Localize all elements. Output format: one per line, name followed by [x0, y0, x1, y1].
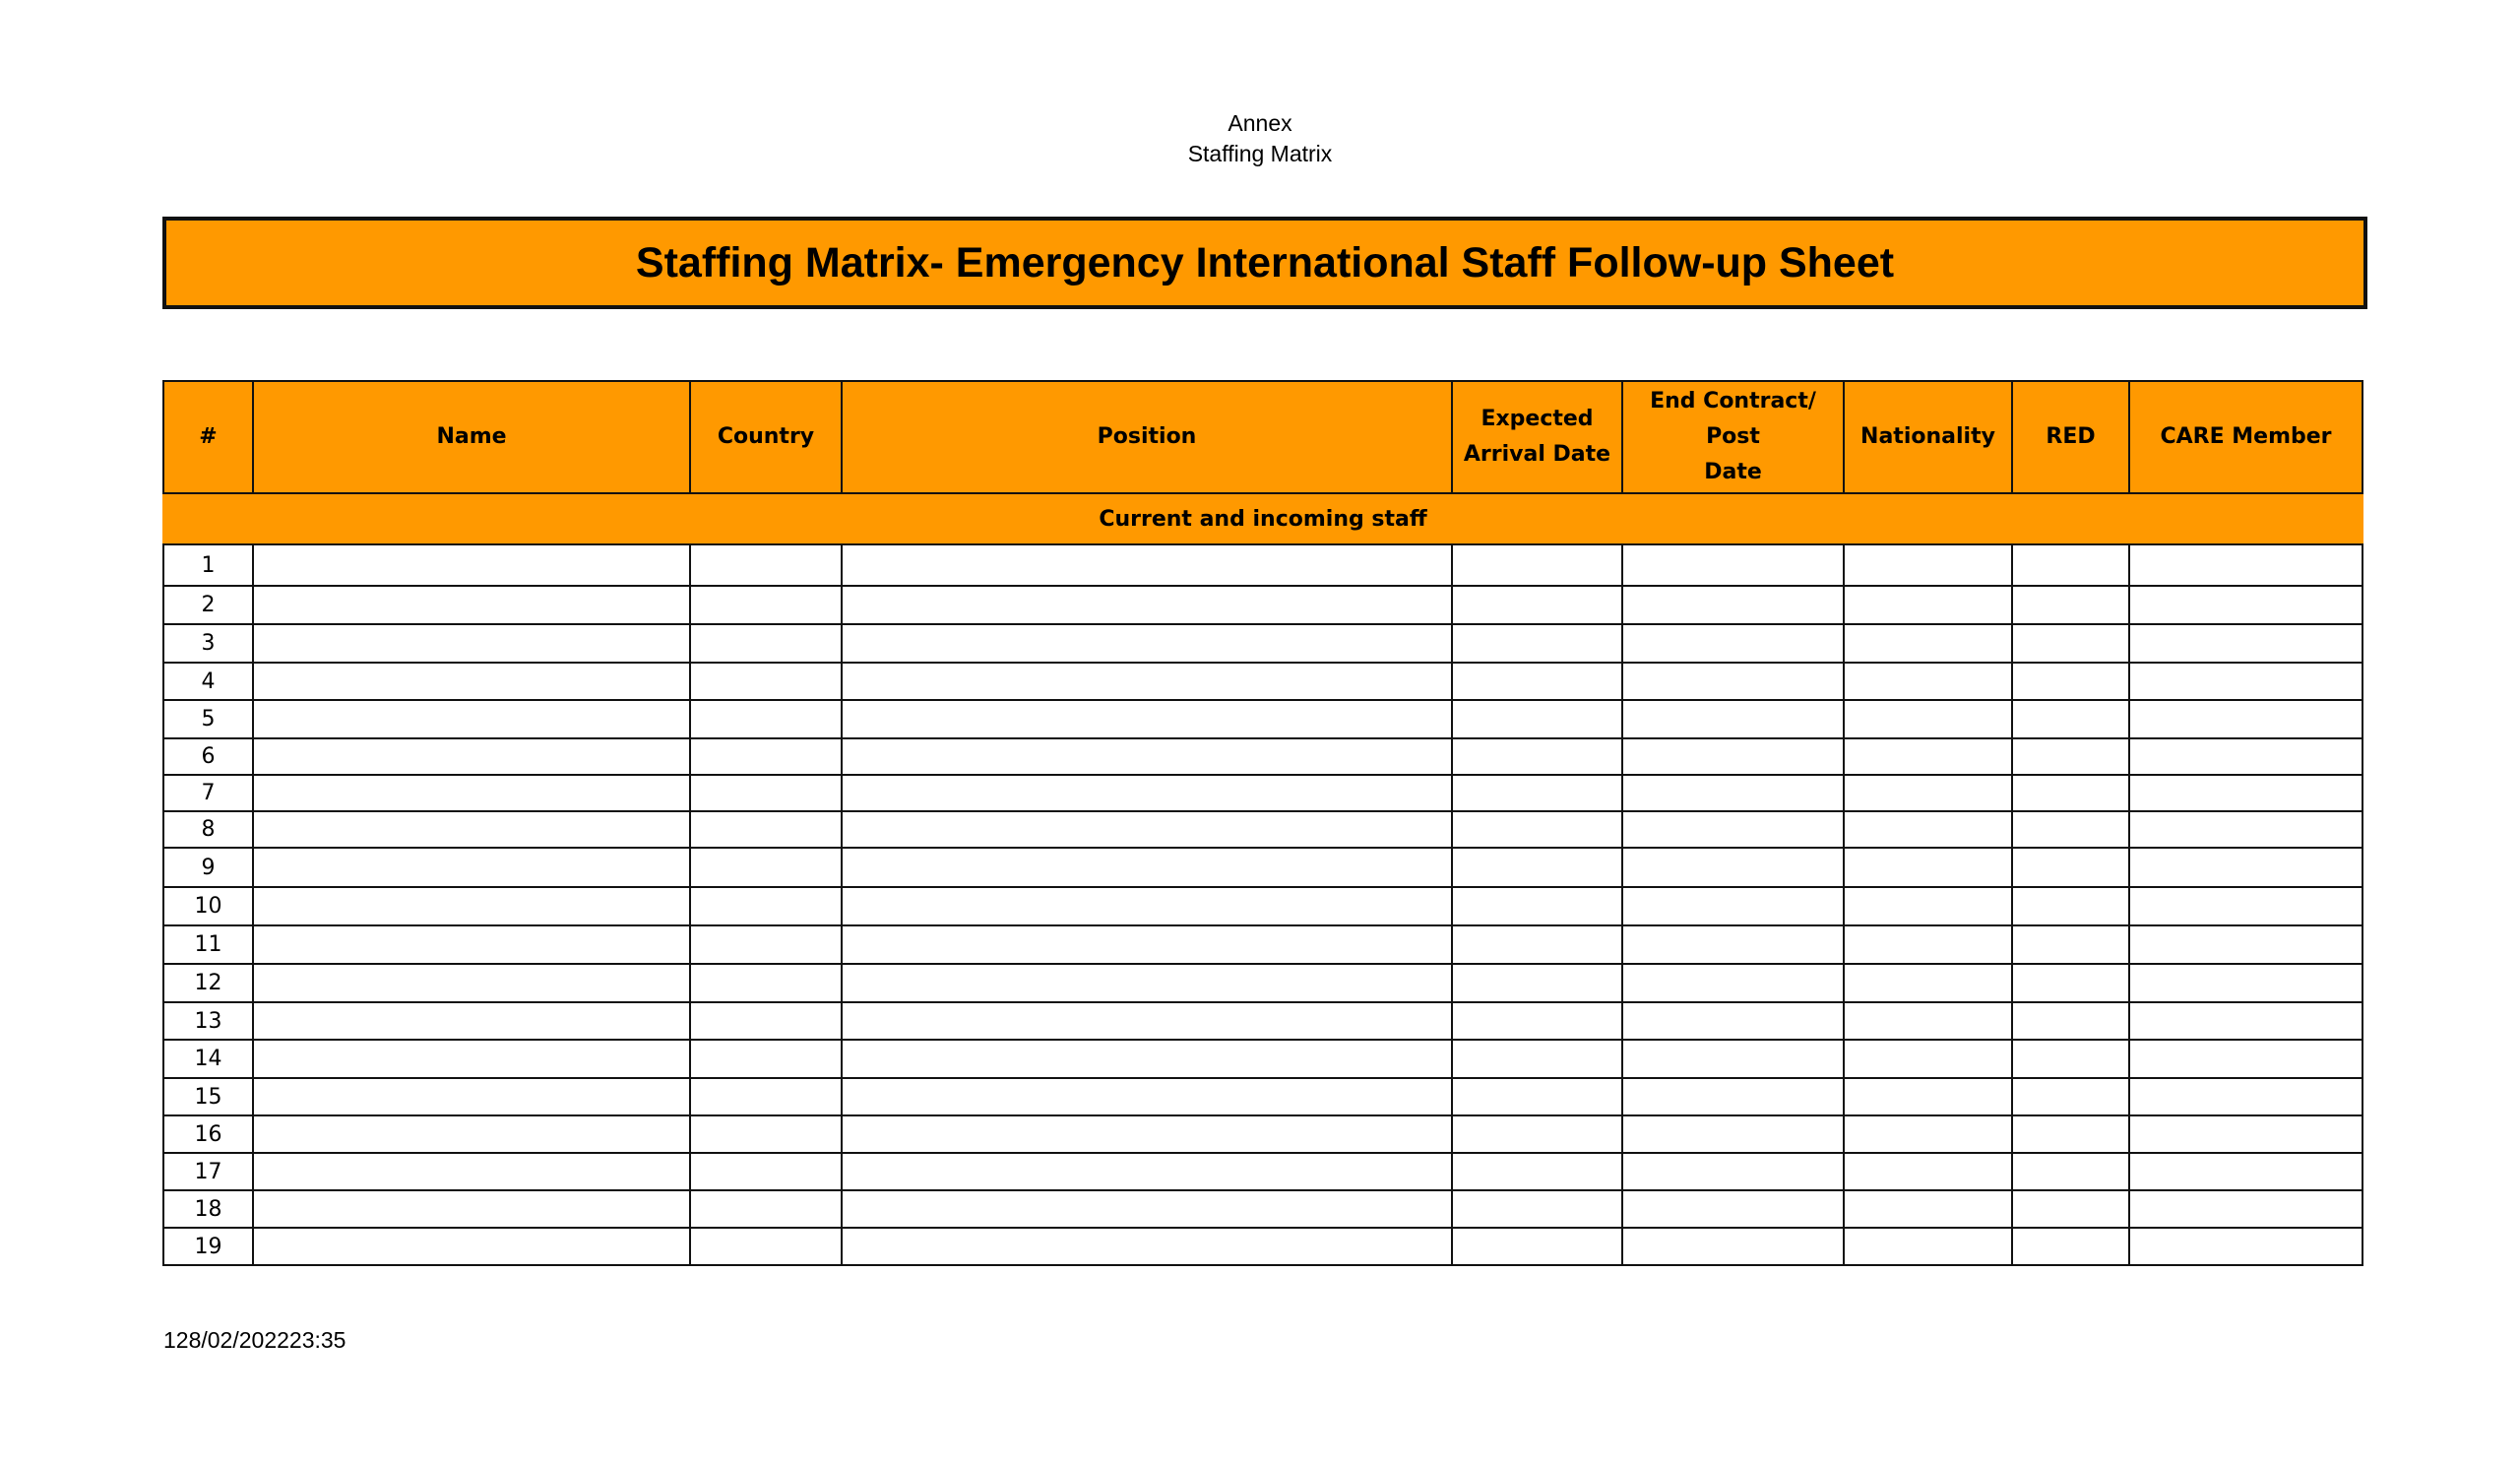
table-row [163, 1115, 2362, 1153]
position-cell[interactable] [842, 544, 1452, 586]
position-cell[interactable] [842, 738, 1452, 775]
end-contract-post-date-cell[interactable] [1622, 1002, 1844, 1040]
end-contract-post-date-cell[interactable] [1622, 663, 1844, 700]
row-number: 6 [163, 738, 253, 775]
table-row [163, 1228, 2362, 1265]
end-contract-post-date-cell[interactable] [1622, 738, 1844, 775]
care-member-cell[interactable] [2129, 925, 2362, 964]
nationality-cell[interactable] [1844, 1190, 2012, 1228]
row-number: 2 [163, 586, 253, 624]
expected-arrival-date-cell[interactable] [1452, 700, 1622, 738]
table-row [163, 586, 2362, 624]
table-row [163, 1040, 2362, 1078]
expected-arrival-date-cell[interactable] [1452, 1190, 1622, 1228]
row-number: 11 [163, 925, 253, 964]
end-contract-post-date-cell[interactable] [1622, 586, 1844, 624]
position-cell[interactable] [842, 624, 1452, 663]
red-cell[interactable] [2012, 700, 2129, 738]
red-cell[interactable] [2012, 1078, 2129, 1115]
expected-arrival-date-cell[interactable] [1452, 738, 1622, 775]
column-header-country: Country [690, 381, 842, 493]
table-row [163, 887, 2362, 925]
red-cell[interactable] [2012, 586, 2129, 624]
column-header-number: # [163, 381, 253, 493]
care-member-cell[interactable] [2129, 1190, 2362, 1228]
expected-arrival-date-cell[interactable] [1452, 1040, 1622, 1078]
name-cell[interactable] [253, 544, 690, 586]
country-cell[interactable] [690, 1040, 842, 1078]
table-row [163, 811, 2362, 848]
nationality-cell[interactable] [1844, 775, 2012, 811]
country-cell[interactable] [690, 964, 842, 1002]
care-member-cell[interactable] [2129, 663, 2362, 700]
name-cell[interactable] [253, 1040, 690, 1078]
nationality-cell[interactable] [1844, 1078, 2012, 1115]
position-cell[interactable] [842, 1228, 1452, 1265]
name-cell[interactable] [253, 700, 690, 738]
name-cell[interactable] [253, 1078, 690, 1115]
column-header-nationality: Nationality [1844, 381, 2012, 493]
expected-arrival-date-cell[interactable] [1452, 544, 1622, 586]
country-cell[interactable] [690, 738, 842, 775]
country-cell[interactable] [690, 663, 842, 700]
row-number: 13 [163, 1002, 253, 1040]
position-cell[interactable] [842, 663, 1452, 700]
table-row [163, 848, 2362, 887]
nationality-cell[interactable] [1844, 887, 2012, 925]
expected-arrival-date-cell[interactable] [1452, 811, 1622, 848]
name-cell[interactable] [253, 1153, 690, 1190]
nationality-cell[interactable] [1844, 1040, 2012, 1078]
end-contract-post-date-cell[interactable] [1622, 1115, 1844, 1153]
sheet-title: Staffing Matrix- Emergency International Staff Follow-up Sheet [635, 238, 1895, 286]
position-cell[interactable] [842, 586, 1452, 624]
page-header [0, 108, 2520, 169]
position-cell[interactable] [842, 775, 1452, 811]
care-member-cell[interactable] [2129, 848, 2362, 887]
country-cell[interactable] [690, 586, 842, 624]
end-contract-post-date-cell[interactable] [1622, 1190, 1844, 1228]
row-number: 8 [163, 811, 253, 848]
table-row [163, 1190, 2362, 1228]
expected-arrival-date-cell[interactable] [1452, 663, 1622, 700]
red-cell[interactable] [2012, 624, 2129, 663]
country-cell[interactable] [690, 624, 842, 663]
row-number: 10 [163, 887, 253, 925]
end-contract-post-date-cell[interactable] [1622, 775, 1844, 811]
column-header-end-contract-post-date: End Contract/ Post Date [1622, 381, 1844, 493]
end-contract-post-date-cell[interactable] [1622, 925, 1844, 964]
name-cell[interactable] [253, 1115, 690, 1153]
care-member-cell[interactable] [2129, 887, 2362, 925]
red-cell[interactable] [2012, 848, 2129, 887]
column-header-position: Position [842, 381, 1452, 493]
red-cell[interactable] [2012, 544, 2129, 586]
header-subtitle: Staffing Matrix [1187, 141, 1333, 166]
end-contract-post-date-cell[interactable] [1622, 1078, 1844, 1115]
care-member-cell[interactable] [2129, 586, 2362, 624]
table-row [163, 624, 2362, 663]
column-header-care-member: CARE Member [2129, 381, 2362, 493]
expected-arrival-date-cell[interactable] [1452, 848, 1622, 887]
row-number: 1 [163, 544, 253, 586]
care-member-cell[interactable] [2129, 1002, 2362, 1040]
care-member-cell[interactable] [2129, 775, 2362, 811]
row-number: 18 [163, 1190, 253, 1228]
position-cell[interactable] [842, 848, 1452, 887]
care-member-cell[interactable] [2129, 1153, 2362, 1190]
end-contract-post-date-cell[interactable] [1622, 624, 1844, 663]
name-cell[interactable] [253, 586, 690, 624]
care-member-cell[interactable] [2129, 811, 2362, 848]
position-cell[interactable] [842, 1115, 1452, 1153]
position-cell[interactable] [842, 925, 1452, 964]
column-header-name: Name [253, 381, 690, 493]
footer-timestamp: 128/02/202223:35 [163, 1327, 346, 1353]
nationality-cell[interactable] [1844, 1228, 2012, 1265]
position-cell[interactable] [842, 964, 1452, 1002]
red-cell[interactable] [2012, 887, 2129, 925]
red-cell[interactable] [2012, 1190, 2129, 1228]
end-contract-post-date-cell[interactable] [1622, 848, 1844, 887]
position-cell[interactable] [842, 1153, 1452, 1190]
country-cell[interactable] [690, 925, 842, 964]
end-contract-post-date-cell[interactable] [1622, 964, 1844, 1002]
care-member-cell[interactable] [2129, 624, 2362, 663]
column-header-red: RED [2012, 381, 2129, 493]
end-contract-post-date-cell[interactable] [1622, 544, 1844, 586]
expected-arrival-date-cell[interactable] [1452, 586, 1622, 624]
name-cell[interactable] [253, 1002, 690, 1040]
end-contract-post-date-cell[interactable] [1622, 1153, 1844, 1190]
name-cell[interactable] [253, 775, 690, 811]
nationality-cell[interactable] [1844, 925, 2012, 964]
section-label: Current and incoming staff [163, 493, 2362, 544]
nationality-cell[interactable] [1844, 811, 2012, 848]
country-cell[interactable] [690, 1228, 842, 1265]
country-cell[interactable] [690, 1153, 842, 1190]
row-number: 7 [163, 775, 253, 811]
country-cell[interactable] [690, 544, 842, 586]
name-cell[interactable] [253, 887, 690, 925]
name-cell[interactable] [253, 1228, 690, 1265]
row-number: 9 [163, 848, 253, 887]
nationality-cell[interactable] [1844, 1002, 2012, 1040]
table-row [163, 663, 2362, 700]
country-cell[interactable] [690, 848, 842, 887]
expected-arrival-date-cell[interactable] [1452, 1153, 1622, 1190]
red-cell[interactable] [2012, 1040, 2129, 1078]
row-number: 3 [163, 624, 253, 663]
red-cell[interactable] [2012, 1002, 2129, 1040]
care-member-cell[interactable] [2129, 1115, 2362, 1153]
table-row [163, 1078, 2362, 1115]
row-number: 5 [163, 700, 253, 738]
care-member-cell[interactable] [2129, 1228, 2362, 1265]
row-number: 19 [163, 1228, 253, 1265]
row-number: 15 [163, 1078, 253, 1115]
care-member-cell[interactable] [2129, 1078, 2362, 1115]
table-header-row [163, 381, 2362, 493]
table-row [163, 964, 2362, 1002]
position-cell[interactable] [842, 1190, 1452, 1228]
nationality-cell[interactable] [1844, 738, 2012, 775]
nationality-cell[interactable] [1844, 700, 2012, 738]
table-row [163, 544, 2362, 586]
red-cell[interactable] [2012, 1115, 2129, 1153]
name-cell[interactable] [253, 848, 690, 887]
country-cell[interactable] [690, 811, 842, 848]
expected-arrival-date-cell[interactable] [1452, 887, 1622, 925]
expected-arrival-date-cell[interactable] [1452, 1115, 1622, 1153]
row-number: 12 [163, 964, 253, 1002]
staffing-matrix-table [162, 380, 2363, 1266]
red-cell[interactable] [2012, 925, 2129, 964]
row-number: 4 [163, 663, 253, 700]
table-row [163, 775, 2362, 811]
row-number: 14 [163, 1040, 253, 1078]
nationality-cell[interactable] [1844, 663, 2012, 700]
end-contract-post-date-cell[interactable] [1622, 1228, 1844, 1265]
country-cell[interactable] [690, 1078, 842, 1115]
care-member-cell[interactable] [2129, 1040, 2362, 1078]
red-cell[interactable] [2012, 775, 2129, 811]
care-member-cell[interactable] [2129, 964, 2362, 1002]
expected-arrival-date-cell[interactable] [1452, 1002, 1622, 1040]
position-cell[interactable] [842, 811, 1452, 848]
red-cell[interactable] [2012, 1153, 2129, 1190]
nationality-cell[interactable] [1844, 1153, 2012, 1190]
position-cell[interactable] [842, 1040, 1452, 1078]
expected-arrival-date-cell[interactable] [1452, 775, 1622, 811]
red-cell[interactable] [2012, 738, 2129, 775]
expected-arrival-date-cell[interactable] [1452, 925, 1622, 964]
expected-arrival-date-cell[interactable] [1452, 624, 1622, 663]
table-row [163, 1002, 2362, 1040]
name-cell[interactable] [253, 663, 690, 700]
country-cell[interactable] [690, 1002, 842, 1040]
sheet-title-banner [162, 217, 2367, 309]
nationality-cell[interactable] [1844, 624, 2012, 663]
expected-arrival-date-cell[interactable] [1452, 1078, 1622, 1115]
name-cell[interactable] [253, 624, 690, 663]
nationality-cell[interactable] [1844, 1115, 2012, 1153]
country-cell[interactable] [690, 1190, 842, 1228]
end-contract-post-date-cell[interactable] [1622, 811, 1844, 848]
care-member-cell[interactable] [2129, 544, 2362, 586]
name-cell[interactable] [253, 964, 690, 1002]
care-member-cell[interactable] [2129, 700, 2362, 738]
red-cell[interactable] [2012, 811, 2129, 848]
position-cell[interactable] [842, 887, 1452, 925]
name-cell[interactable] [253, 925, 690, 964]
position-cell[interactable] [842, 700, 1452, 738]
position-cell[interactable] [842, 1002, 1452, 1040]
country-cell[interactable] [690, 775, 842, 811]
country-cell[interactable] [690, 700, 842, 738]
name-cell[interactable] [253, 1190, 690, 1228]
row-number: 17 [163, 1153, 253, 1190]
red-cell[interactable] [2012, 1228, 2129, 1265]
row-number: 16 [163, 1115, 253, 1153]
expected-arrival-date-cell[interactable] [1452, 964, 1622, 1002]
name-cell[interactable] [253, 811, 690, 848]
end-contract-post-date-cell[interactable] [1622, 1040, 1844, 1078]
header-annex: Annex [1228, 110, 1292, 136]
table-row [163, 700, 2362, 738]
care-member-cell[interactable] [2129, 738, 2362, 775]
position-cell[interactable] [842, 1078, 1452, 1115]
section-row [163, 493, 2362, 544]
column-header-expected-arrival-date: Expected Arrival Date [1452, 381, 1622, 493]
nationality-cell[interactable] [1844, 544, 2012, 586]
red-cell[interactable] [2012, 964, 2129, 1002]
country-cell[interactable] [690, 1115, 842, 1153]
nationality-cell[interactable] [1844, 964, 2012, 1002]
table-row [163, 925, 2362, 964]
table-row [163, 738, 2362, 775]
nationality-cell[interactable] [1844, 586, 2012, 624]
country-cell[interactable] [690, 887, 842, 925]
nationality-cell[interactable] [1844, 848, 2012, 887]
expected-arrival-date-cell[interactable] [1452, 1228, 1622, 1265]
name-cell[interactable] [253, 738, 690, 775]
end-contract-post-date-cell[interactable] [1622, 700, 1844, 738]
end-contract-post-date-cell[interactable] [1622, 887, 1844, 925]
red-cell[interactable] [2012, 663, 2129, 700]
table-row [163, 1153, 2362, 1190]
